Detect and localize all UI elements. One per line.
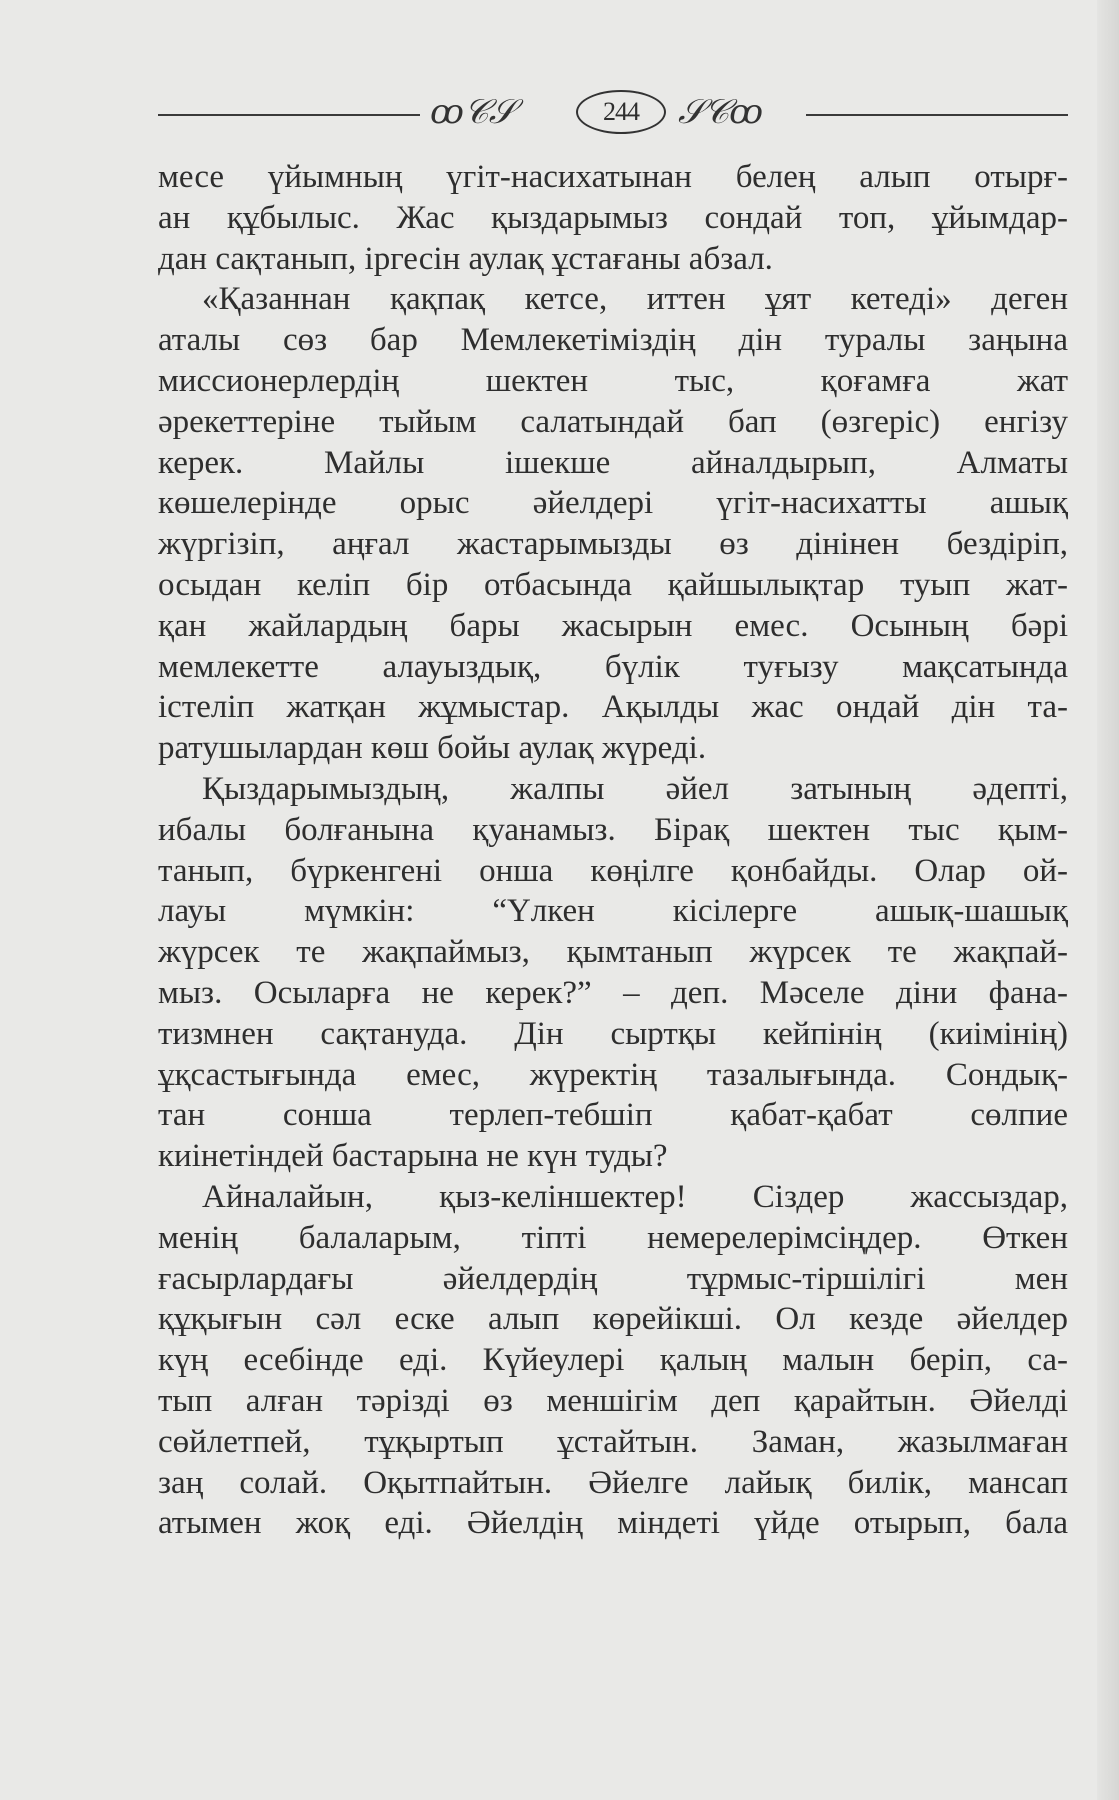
text-line: лауы мүмкін: “Үлкен кісілерге ашық-шашық [158, 893, 1068, 930]
text-line: тып алған тәрізді өз меншігім деп қарайтын. Әйелді [158, 1382, 1068, 1419]
page-body-text [158, 157, 1068, 1544]
text-line: Қыздарымыздың, жалпы әйел затының әдепті, [202, 770, 1068, 807]
text-line: ан құбылыс. Жас қыздарымыз сондай топ, ұйымдар- [158, 199, 1068, 236]
text-line: миссионерлердің шектен тыс, қоғамға жат [158, 362, 1068, 399]
header-rule-right [806, 114, 1068, 116]
text-line: заң солай. Оқытпайтын. Әйелге лайық билік, мансап [158, 1464, 1068, 1501]
text-line: ибалы болғанына қуанамыз. Бірақ шектен тыс қым- [158, 811, 1068, 848]
text-line: көшелерінде орыс әйелдері үгіт-насихатты ашық [158, 485, 1068, 522]
text-line: мемлекетте алауыздық, бүлік туғызу мақсатында [158, 648, 1068, 685]
text-line: керек. Майлы ішекше айналдырып, Алматы [158, 444, 1068, 481]
page-edge-shadow [1097, 0, 1119, 1800]
text-line: ратушылардан көш бойы аулақ жүреді. [158, 730, 707, 767]
text-line: қан жайлардың бары жасырын емес. Осының бәрі [158, 607, 1068, 644]
text-line: «Қазаннан қақпақ кетсе, иттен ұят кетеді» деген [202, 281, 1068, 318]
text-line: месе үйымның үгіт-насихатынан белең алып отырғ- [158, 159, 1068, 195]
text-line: мыз. Осыларға не керек?” – деп. Мәселе діни фана- [158, 974, 1068, 1011]
text-line: менің балаларым, тіпті немерелерімсіңдер. Өткен [158, 1219, 1068, 1256]
text-line: ұқсастығында емес, жүректің тазалығында. Сондық- [158, 1056, 1068, 1093]
text-line: күң есебінде еді. Күйеулері қалың малын беріп, са- [158, 1342, 1068, 1379]
text-line: әрекеттеріне тыйым салатындай бап (өзгеріс) енгізу [158, 403, 1068, 440]
text-line: Айналайын, қыз-келіншектер! Сіздер жассыздар, [202, 1178, 1068, 1215]
text-line: сөйлетпей, тұқыртып ұстайтын. Заман, жазылмаған [158, 1423, 1068, 1460]
text-line: осыдан келіп бір отбасында қайшылықтар туып жат- [158, 566, 1068, 603]
ornament-right-icon: 𝒮𝒞ꝏ [678, 92, 764, 132]
text-line: ғасырлардағы әйелдердің тұрмыс-тіршілігі мен [158, 1260, 1068, 1297]
header-rule-left [158, 114, 420, 116]
text-line: жүргізіп, аңғал жастарымызды өз дінінен бездіріп, [158, 526, 1068, 563]
text-line: танып, бүркенгені онша көңілге қонбайды. Олар ой- [158, 852, 1068, 889]
text-line: киінетіндей бастарына не күн туды? [158, 1138, 668, 1175]
page-number: 244 [576, 90, 666, 134]
text-line: атымен жоқ еді. Әйелдің міндеті үйде отырып, бала [158, 1505, 1068, 1542]
text-line: дан сақтанып, іргесін аулақ ұстағаны абзал. [158, 240, 773, 277]
text-line: тан сонша терлеп-тебшіп қабат-қабат сөлпие [158, 1097, 1068, 1134]
text-line: істеліп жатқан жұмыстар. Ақылды жас ондай дін та- [158, 689, 1068, 726]
ornament-left-icon: ꝏ𝒞𝒮 [430, 92, 516, 132]
text-line: құқығын сәл еске алып көрейікші. Ол кезде әйелдер [158, 1301, 1068, 1338]
text-line: аталы сөз бар Мемлекетіміздің дін туралы заңына [158, 322, 1068, 359]
text-line: жүрсек те жақпаймыз, қымтанып жүрсек те жақпай- [158, 934, 1068, 971]
page-header [158, 88, 1068, 138]
text-line: тизмнен сақтануда. Дін сыртқы кейпінің (киімінің) [158, 1015, 1068, 1052]
